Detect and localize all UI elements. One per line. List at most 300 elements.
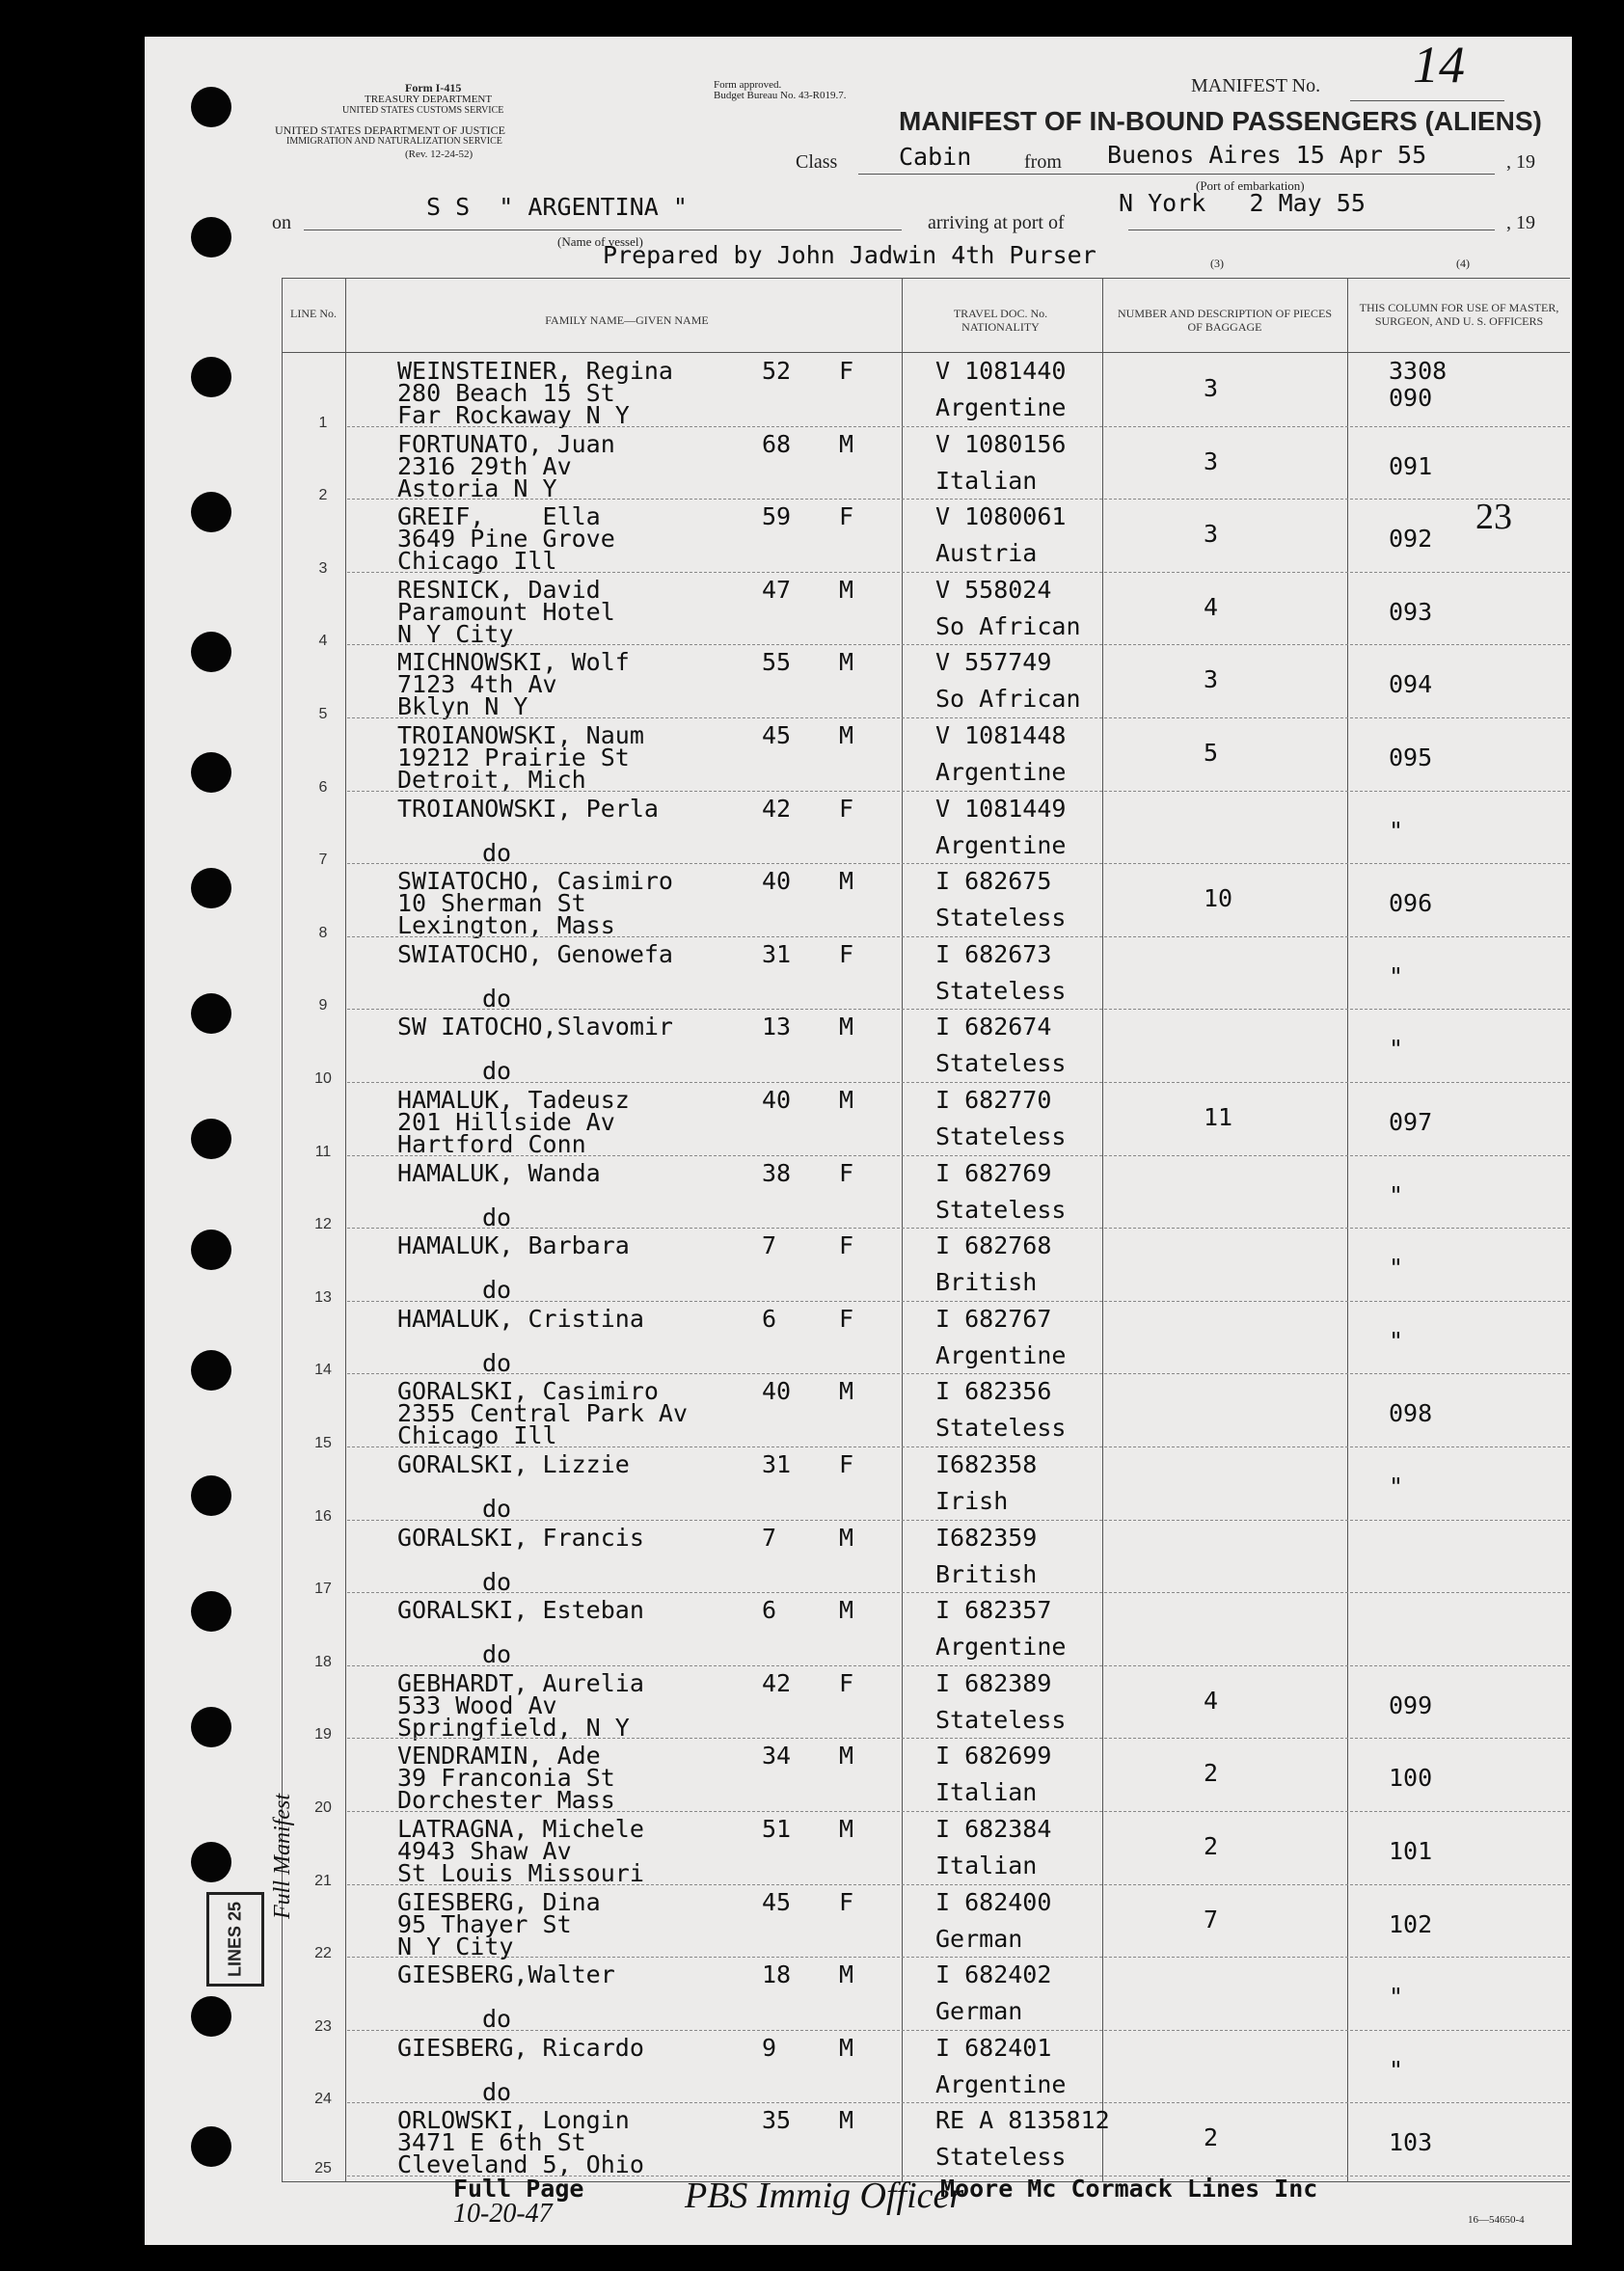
officer-number: 097 [1389, 1108, 1433, 1136]
punch-hole [191, 1842, 231, 1882]
baggage-count: 5 [1204, 739, 1219, 767]
nationality: Stateless [935, 1195, 1067, 1224]
passenger-address-2: Chicago Ill [397, 1421, 557, 1450]
punch-hole [191, 993, 231, 1034]
travel-doc-number: V 558024 [935, 575, 1052, 604]
vessel-name-label: (Name of vessel) [557, 234, 643, 249]
line-number-final: 25 [314, 2160, 332, 2176]
passenger-address-2: N Y City [397, 619, 514, 648]
passenger-sex: M [839, 1815, 854, 1843]
passenger-address-2: do [482, 1057, 512, 1086]
manifest-page [145, 37, 1572, 2245]
line-number: 9 [318, 997, 328, 1014]
manifest-no-label: MANIFEST No. [1191, 75, 1321, 96]
nationality: Austria [935, 539, 1038, 568]
punch-hole [191, 2126, 231, 2167]
vessel-value: S S " ARGENTINA " [426, 193, 688, 221]
passenger-age: 51 [762, 1815, 792, 1843]
passenger-address-1: 19212 Prairie St [397, 743, 630, 771]
row-divider [347, 717, 1570, 718]
passenger-name: GORALSKI, Casimiro [397, 1377, 659, 1406]
punch-hole [191, 357, 231, 397]
passenger-address-2: N Y City [397, 1932, 514, 1960]
passenger-name: GIESBERG, Dina [397, 1887, 601, 1916]
line-number: 12 [314, 1216, 332, 1233]
dept-customs: UNITED STATES CUSTOMS SERVICE [342, 105, 504, 116]
year-suffix-1: , 19 [1506, 151, 1535, 173]
punch-hole [191, 868, 231, 908]
nationality: Argentine [935, 2069, 1067, 2098]
travel-doc-number: I 682770 [935, 1086, 1052, 1114]
col-3-marker: (3) [1210, 257, 1224, 270]
passenger-sex: M [839, 429, 854, 458]
form-code: 16—54650-4 [1468, 2214, 1525, 2226]
passenger-sex: F [839, 939, 854, 968]
punch-hole [191, 1230, 231, 1270]
year-suffix-2: , 19 [1506, 212, 1535, 233]
passenger-name: GORALSKI, Esteban [397, 1596, 644, 1625]
officer-number: 099 [1389, 1690, 1433, 1719]
passenger-address-2: Dorchester Mass [397, 1786, 615, 1815]
passenger-address-1: 39 Franconia St [397, 1764, 615, 1793]
passenger-sex: M [839, 575, 854, 604]
passenger-name: HAMALUK, Barbara [397, 1231, 630, 1260]
travel-doc-number: I 682389 [935, 1668, 1052, 1697]
passenger-address-2: do [482, 1495, 512, 1523]
row-divider [347, 1155, 1570, 1156]
full-page-label: Full Page [453, 2175, 584, 2203]
from-value: Buenos Aires 15 Apr 55 [1107, 141, 1427, 169]
travel-doc-number: I 682384 [935, 1815, 1052, 1843]
travel-doc-number: I 682400 [935, 1887, 1052, 1916]
line-number: 18 [314, 1653, 332, 1670]
line-number: 7 [318, 852, 328, 869]
row-divider [347, 1520, 1570, 1521]
baggage-count: 3 [1204, 520, 1219, 549]
manifest-title: MANIFEST OF IN-BOUND PASSENGERS (ALIENS) [899, 106, 1542, 136]
nationality: Stateless [935, 1049, 1067, 1078]
travel-doc-number: I 682401 [935, 2033, 1052, 2062]
passenger-address-2: do [482, 1567, 512, 1596]
officer-number: 098 [1389, 1399, 1433, 1428]
passenger-sex: M [839, 1596, 854, 1625]
officer-number: 094 [1389, 670, 1433, 699]
nationality: Italian [935, 1778, 1038, 1807]
row-divider [347, 1957, 1570, 1958]
travel-doc-number: I 682356 [935, 1377, 1052, 1406]
passenger-sex: F [839, 357, 854, 385]
passenger-address-2: Cleveland 5, Ohio [397, 2150, 644, 2179]
punch-hole [191, 492, 231, 532]
passenger-sex: F [839, 1887, 854, 1916]
row-divider [347, 936, 1570, 937]
line-number: 4 [318, 633, 328, 650]
passenger-name: VENDRAMIN, Ade [397, 1742, 601, 1771]
nationality: German [935, 1924, 1023, 1953]
line-number: 21 [314, 1872, 332, 1889]
passenger-age: 45 [762, 721, 792, 749]
passenger-address-2: Far Rockaway N Y [397, 401, 630, 429]
passenger-name: ORLOWSKI, Longin [397, 2106, 630, 2135]
nationality: Argentine [935, 758, 1067, 786]
travel-doc-number: I 682357 [935, 1596, 1052, 1625]
row-divider [347, 1592, 1570, 1593]
passenger-age: 9 [762, 2033, 777, 2062]
nationality: Italian [935, 1852, 1038, 1879]
baggage-count: 2 [1204, 1759, 1219, 1788]
baggage-count: 4 [1204, 1686, 1219, 1715]
approval-line1: Form approved. [714, 79, 782, 91]
passenger-age: 40 [762, 1377, 792, 1406]
col-rule-doc [902, 278, 903, 2181]
passenger-address-2: Chicago Ill [397, 547, 557, 576]
punch-hole [191, 1119, 231, 1159]
passenger-name: GIESBERG,Walter [397, 1960, 615, 1989]
passenger-address-2: Astoria N Y [397, 473, 557, 502]
nationality: Stateless [935, 904, 1067, 933]
row-divider [347, 1301, 1570, 1302]
passenger-sex: F [839, 1668, 854, 1697]
passenger-age: 68 [762, 429, 792, 458]
baggage-count: 4 [1204, 592, 1219, 621]
form-number: Form I-415 [405, 81, 462, 95]
col-header-line: LINE No. [290, 307, 337, 320]
dept-ins: IMMIGRATION AND NATURALIZATION SERVICE [286, 136, 502, 147]
passenger-age: 35 [762, 2106, 792, 2135]
travel-doc-number: I682359 [935, 1523, 1038, 1552]
line-number: 19 [314, 1726, 332, 1744]
dept-justice: UNITED STATES DEPARTMENT OF JUSTICE [275, 123, 506, 137]
officer-signature: PBS Immig Officer [685, 2176, 964, 2216]
baggage-count: 7 [1204, 1905, 1219, 1933]
col-rule-off [1347, 278, 1348, 2181]
revision: (Rev. 12-24-52) [405, 149, 474, 160]
approval-line2: Budget Bureau No. 43-R019.7. [714, 90, 847, 101]
passenger-sex: F [839, 1450, 854, 1478]
row-divider [347, 791, 1570, 792]
passenger-name: FORTUNATO, Juan [397, 429, 615, 458]
col-header-off: THIS COLUMN FOR USE OF MASTER, SURGEON, AND U. S. OFFICERS [1359, 301, 1559, 328]
line-number: 16 [314, 1507, 332, 1525]
travel-doc-number: I 682769 [935, 1158, 1052, 1187]
passenger-age: 6 [762, 1304, 777, 1333]
passenger-sex: F [839, 1158, 854, 1187]
travel-doc-number: I682358 [935, 1450, 1038, 1478]
passenger-name: TROIANOWSKI, Perla [397, 794, 659, 823]
line-number: 23 [314, 2017, 332, 2035]
passenger-sex: M [839, 1523, 854, 1552]
passenger-age: 38 [762, 1158, 792, 1187]
line-number: 15 [314, 1435, 332, 1451]
passenger-sex: M [839, 867, 854, 896]
passenger-address-2: Springfield, N Y [397, 1713, 630, 1742]
baggage-count: 3 [1204, 374, 1219, 402]
passenger-address-1: 2355 Central Park Av [397, 1399, 689, 1428]
passenger-name: MICHNOWSKI, Wolf [397, 648, 630, 677]
travel-doc-number: I 682402 [935, 1960, 1052, 1989]
passenger-address-2: do [482, 1203, 512, 1231]
passenger-address-2: Bklyn N Y [397, 692, 528, 721]
passenger-name: WEINSTEINER, Regina [397, 357, 673, 385]
row-divider [347, 2030, 1570, 2031]
line-number: 3 [318, 559, 328, 577]
travel-doc-number: I 682768 [935, 1231, 1052, 1260]
passenger-age: 59 [762, 502, 792, 531]
officer-number: 101 [1389, 1837, 1433, 1865]
passenger-sex: M [839, 1742, 854, 1771]
arriving-value: N York 2 May 55 [1119, 189, 1366, 217]
margin-handwriting: Full Manifest [270, 1794, 295, 1919]
nationality: Argentine [935, 1340, 1067, 1369]
passenger-address-1: 280 Beach 15 St [397, 379, 615, 407]
passenger-sex: M [839, 2106, 854, 2135]
punch-hole [191, 1707, 231, 1747]
passenger-age: 13 [762, 1013, 792, 1041]
passenger-address-1: Paramount Hotel [397, 597, 615, 626]
passenger-sex: F [839, 1231, 854, 1260]
officer-number: 3308 [1389, 357, 1448, 385]
passenger-address-2: Detroit, Mich [397, 766, 586, 794]
line-number: 17 [314, 1581, 332, 1598]
col-header-doc: TRAVEL DOC. No. NATIONALITY [953, 307, 1048, 334]
officer-number-2: 090 [1389, 384, 1433, 412]
passenger-sex: M [839, 648, 854, 677]
passenger-name: GORALSKI, Francis [397, 1523, 644, 1552]
company-name: Moore Mc Cormack Lines Inc [940, 2175, 1318, 2203]
passenger-name: GIESBERG, Ricardo [397, 2033, 644, 2062]
line-number: 2 [318, 487, 328, 504]
officer-number: " [1389, 961, 1404, 990]
officer-number: 093 [1389, 597, 1433, 626]
passenger-age: 31 [762, 939, 792, 968]
travel-doc-number: V 1081448 [935, 721, 1067, 749]
line-number: 20 [314, 1799, 332, 1816]
row-divider [347, 426, 1570, 427]
passenger-address-1: 4943 Shaw Av [397, 1837, 572, 1865]
col-rule-bag [1102, 278, 1103, 2181]
passenger-address-1: 533 Wood Av [397, 1690, 557, 1719]
baggage-count: 3 [1204, 446, 1219, 475]
passenger-name: GEBHARDT, Aurelia [397, 1668, 644, 1697]
line-number: 8 [318, 924, 328, 941]
table-header-rule [282, 352, 1570, 353]
passenger-name: TROIANOWSKI, Naum [397, 721, 644, 749]
officer-number: " [1389, 1983, 1404, 2012]
col-4-marker: (4) [1456, 257, 1470, 270]
manifest-no-line [1350, 100, 1504, 101]
passenger-name: GORALSKI, Lizzie [397, 1450, 630, 1478]
officer-number: 102 [1389, 1909, 1433, 1938]
class-value: Cabin [899, 143, 972, 171]
nationality: So African [935, 685, 1081, 714]
passenger-sex: M [839, 1960, 854, 1989]
line-number: 22 [314, 1945, 332, 1962]
passenger-name: SWIATOCHO, Genowefa [397, 939, 673, 968]
lines-stamp: LINES 25 [206, 1892, 264, 1987]
officer-number: 092 [1389, 525, 1433, 554]
passenger-sex: M [839, 721, 854, 749]
nationality: Stateless [935, 1705, 1067, 1734]
passenger-name: RESNICK, David [397, 575, 601, 604]
arriving-label: arriving at port of [928, 212, 1065, 233]
row-divider [347, 644, 1570, 645]
row-divider [347, 1665, 1570, 1666]
officer-number: " [1389, 1473, 1404, 1500]
passenger-age: 6 [762, 1596, 777, 1625]
passenger-age: 42 [762, 1668, 792, 1697]
date-handwritten: 10-20-47 [453, 2199, 553, 2229]
passenger-name: GREIF, Ella [397, 502, 601, 531]
line-number: 13 [314, 1288, 332, 1306]
punch-hole [191, 752, 231, 793]
passenger-age: 45 [762, 1887, 792, 1916]
manifest-no-value: 14 [1413, 36, 1465, 94]
passenger-sex: M [839, 1377, 854, 1406]
officer-number: " [1389, 1035, 1404, 1064]
nationality: So African [935, 611, 1081, 640]
row-divider [347, 2102, 1570, 2103]
nationality: British [935, 1268, 1038, 1297]
class-line [858, 174, 1495, 175]
row-divider [347, 1811, 1570, 1812]
nationality: Stateless [935, 976, 1067, 1005]
officer-number: 095 [1389, 743, 1433, 771]
punch-hole [191, 1475, 231, 1516]
passenger-age: 55 [762, 648, 792, 677]
row-divider [347, 1373, 1570, 1374]
officer-number: 091 [1389, 451, 1433, 480]
punch-hole [191, 632, 231, 672]
col-header-name: FAMILY NAME—GIVEN NAME [545, 313, 709, 327]
passenger-age: 40 [762, 867, 792, 896]
passenger-address-1: 2316 29th Av [397, 451, 572, 480]
passenger-address-1: 3471 E 6th St [397, 2128, 586, 2157]
passenger-sex: M [839, 1086, 854, 1114]
passenger-age: 7 [762, 1231, 777, 1260]
baggage-count: 3 [1204, 665, 1219, 694]
port-embark-label: (Port of embarkation) [1196, 178, 1305, 193]
nationality: British [935, 1559, 1038, 1588]
travel-doc-number: I 682767 [935, 1304, 1052, 1333]
officer-number: " [1389, 1254, 1404, 1283]
passenger-age: 42 [762, 794, 792, 823]
passenger-address-2: do [482, 838, 512, 867]
passenger-address-2: do [482, 1276, 512, 1305]
passenger-address-2: Hartford Conn [397, 1130, 586, 1158]
passenger-address-2: do [482, 1640, 512, 1669]
extra-handwritten-23: 23 [1475, 497, 1512, 537]
officer-number: " [1389, 2055, 1404, 2084]
col-rule-name [345, 278, 346, 2181]
baggage-count: 11 [1204, 1103, 1233, 1131]
row-divider [347, 1738, 1570, 1739]
punch-hole [191, 1350, 231, 1391]
passenger-name: HAMALUK, Cristina [397, 1304, 644, 1333]
travel-doc-number: RE A 8135812 [935, 2106, 1110, 2135]
passenger-name: HAMALUK, Wanda [397, 1158, 601, 1187]
passenger-address-2: Lexington, Mass [397, 911, 615, 940]
travel-doc-number: I 682674 [935, 1013, 1052, 1041]
on-label: on [272, 212, 291, 233]
line-number: 10 [314, 1070, 332, 1087]
row-divider [347, 572, 1570, 573]
passenger-sex: M [839, 1013, 854, 1041]
nationality: Stateless [935, 1414, 1067, 1443]
passenger-address-2: do [482, 1348, 512, 1377]
line-number: 6 [318, 778, 328, 796]
passenger-name: LATRAGNA, Michele [397, 1815, 644, 1843]
passenger-age: 52 [762, 357, 792, 385]
line-number: 11 [314, 1143, 332, 1160]
row-divider [347, 499, 1570, 500]
punch-hole [191, 1996, 231, 2037]
baggage-count: 10 [1204, 884, 1233, 913]
passenger-name: SW IATOCHO,Slavomir [397, 1013, 673, 1041]
travel-doc-number: I 682673 [935, 939, 1052, 968]
punch-hole [191, 1591, 231, 1632]
travel-doc-number: I 682699 [935, 1742, 1052, 1771]
travel-doc-number: V 1081440 [935, 357, 1067, 385]
travel-doc-number: I 682675 [935, 867, 1052, 896]
travel-doc-number: V 1080061 [935, 502, 1067, 531]
passenger-address-1: 10 Sherman St [397, 889, 586, 918]
travel-doc-number: V 1081449 [935, 794, 1067, 823]
passenger-sex: F [839, 794, 854, 823]
passenger-age: 34 [762, 1742, 792, 1771]
nationality: German [935, 1997, 1023, 2026]
passenger-age: 7 [762, 1523, 777, 1552]
prepared-by: Prepared by John Jadwin 4th Purser [603, 241, 1096, 269]
line-number: 1 [318, 414, 328, 431]
travel-doc-number: V 1080156 [935, 429, 1067, 458]
passenger-address-1: 7123 4th Av [397, 670, 557, 699]
passenger-address-2: do [482, 2077, 512, 2106]
line-number: 14 [314, 1362, 332, 1379]
passenger-address-2: do [482, 984, 512, 1013]
passenger-address-1: 95 Thayer St [397, 1909, 572, 1938]
nationality: Argentine [935, 393, 1067, 421]
row-divider [347, 1082, 1570, 1083]
nationality: Stateless [935, 1122, 1067, 1150]
from-label: from [1024, 151, 1062, 173]
line-number: 24 [314, 2091, 332, 2108]
baggage-count: 2 [1204, 1832, 1219, 1860]
passenger-address-2: St Louis Missouri [397, 1859, 644, 1887]
officer-number: 100 [1389, 1764, 1433, 1793]
passenger-name: SWIATOCHO, Casimiro [397, 867, 673, 896]
punch-hole [191, 87, 231, 127]
nationality: Argentine [935, 1633, 1067, 1662]
passenger-sex: M [839, 2033, 854, 2062]
passenger-age: 47 [762, 575, 792, 604]
officer-number: " [1389, 1180, 1404, 1209]
row-divider [347, 1884, 1570, 1885]
passenger-age: 31 [762, 1450, 792, 1478]
passenger-age: 40 [762, 1086, 792, 1114]
officer-number: " [1389, 816, 1404, 845]
officer-number: 096 [1389, 889, 1433, 918]
col-header-bag: NUMBER AND DESCRIPTION OF PIECES OF BAGGAGE [1117, 307, 1333, 334]
travel-doc-number: V 557749 [935, 648, 1052, 677]
baggage-count: 2 [1204, 2123, 1219, 2152]
passenger-sex: F [839, 1304, 854, 1333]
nationality: Stateless [935, 2143, 1067, 2172]
row-divider [347, 1228, 1570, 1229]
line-number: 5 [318, 706, 328, 722]
dept-treasury: TREASURY DEPARTMENT [365, 94, 493, 105]
row-divider [347, 1009, 1570, 1010]
passenger-name: HAMALUK, Tadeusz [397, 1086, 630, 1114]
